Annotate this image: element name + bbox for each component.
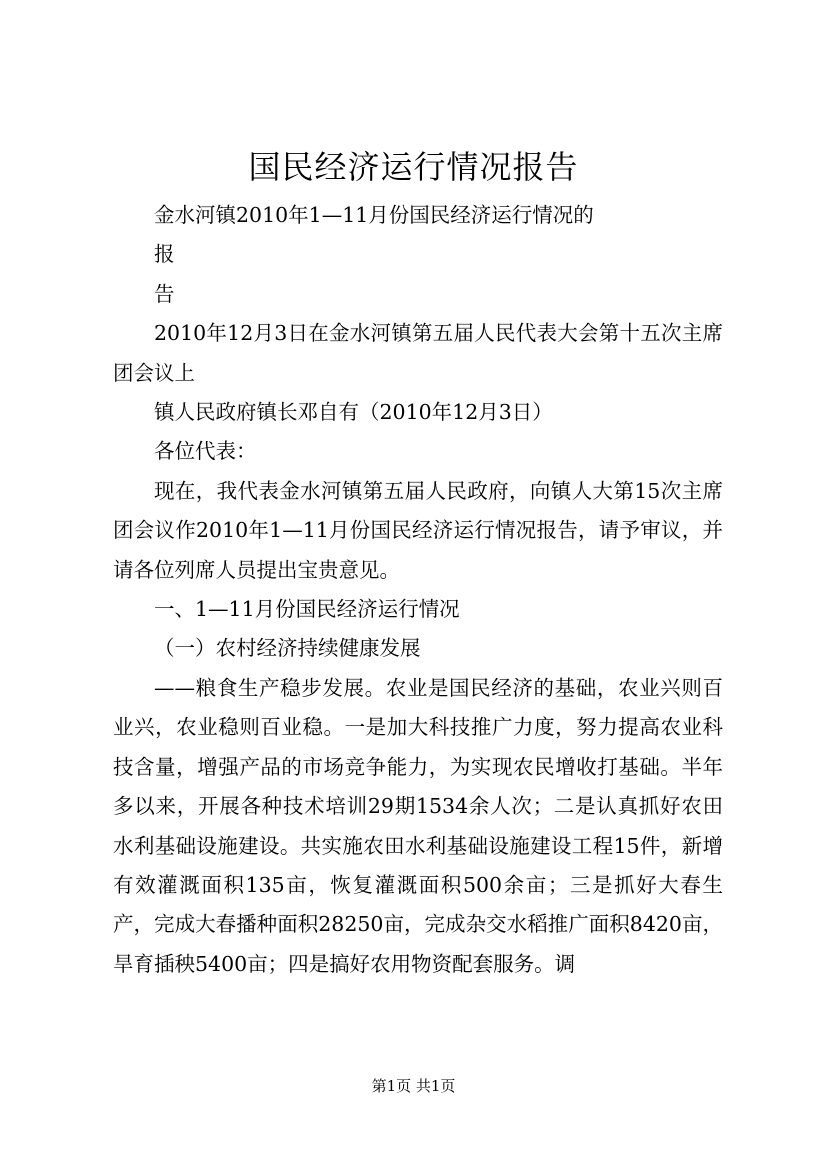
subsection-heading: （一）农村经济持续健康发展 <box>154 636 421 661</box>
paragraph-subtitle-gao: 告 <box>154 281 175 306</box>
paragraph-subtitle-bao: 报 <box>154 242 175 267</box>
paragraph-salutation: 各位代表： <box>154 439 257 464</box>
document-title: 国民经济运行情况报告 <box>248 148 579 186</box>
paragraph-grain-production: ——粮食生产稳步发展。农业是国民经济的基础，农业兴则百业兴，农业稳则百业稳。一是加大科技推广力度，努力提高农业科技含量，增强产品的市场竞争能力，为实现农民增收打基础。半年多以来，开展各种技术培训29期1534余人次；二是认真抓好农田水利基础设施建设。共实施农田水利基础设施建设工程15件，新增有效灌溉面积135亩，恢复灌溉面积500余亩；三是抓好大春生产，完成大春播种面积28250亩，完成杂交水稻推广面积8420亩，旱育插秧5400亩；四是搞好农用物资配套服务。调 <box>113 675 723 976</box>
paragraph-speaker: 镇人民政府镇长邓自有（2010年12月3日） <box>154 400 553 425</box>
document-body <box>113 196 723 984</box>
page-footer: 第1页 共1页 <box>371 1077 456 1095</box>
paragraph-intro: 现在，我代表金水河镇第五届人民政府，向镇人大第15次主席团会议作2010年1—11月份国民经济运行情况报告，请予审议，并请各位列席人员提出宝贵意见。 <box>113 478 723 582</box>
paragraph-meeting-info: 2010年12月3日在金水河镇第五届人民代表大会第十五次主席团会议上 <box>113 321 723 385</box>
paragraph-subtitle: 金水河镇2010年1—11月份国民经济运行情况的 <box>154 203 594 227</box>
section-heading: 一、1—11月份国民经济运行情况 <box>154 597 460 622</box>
